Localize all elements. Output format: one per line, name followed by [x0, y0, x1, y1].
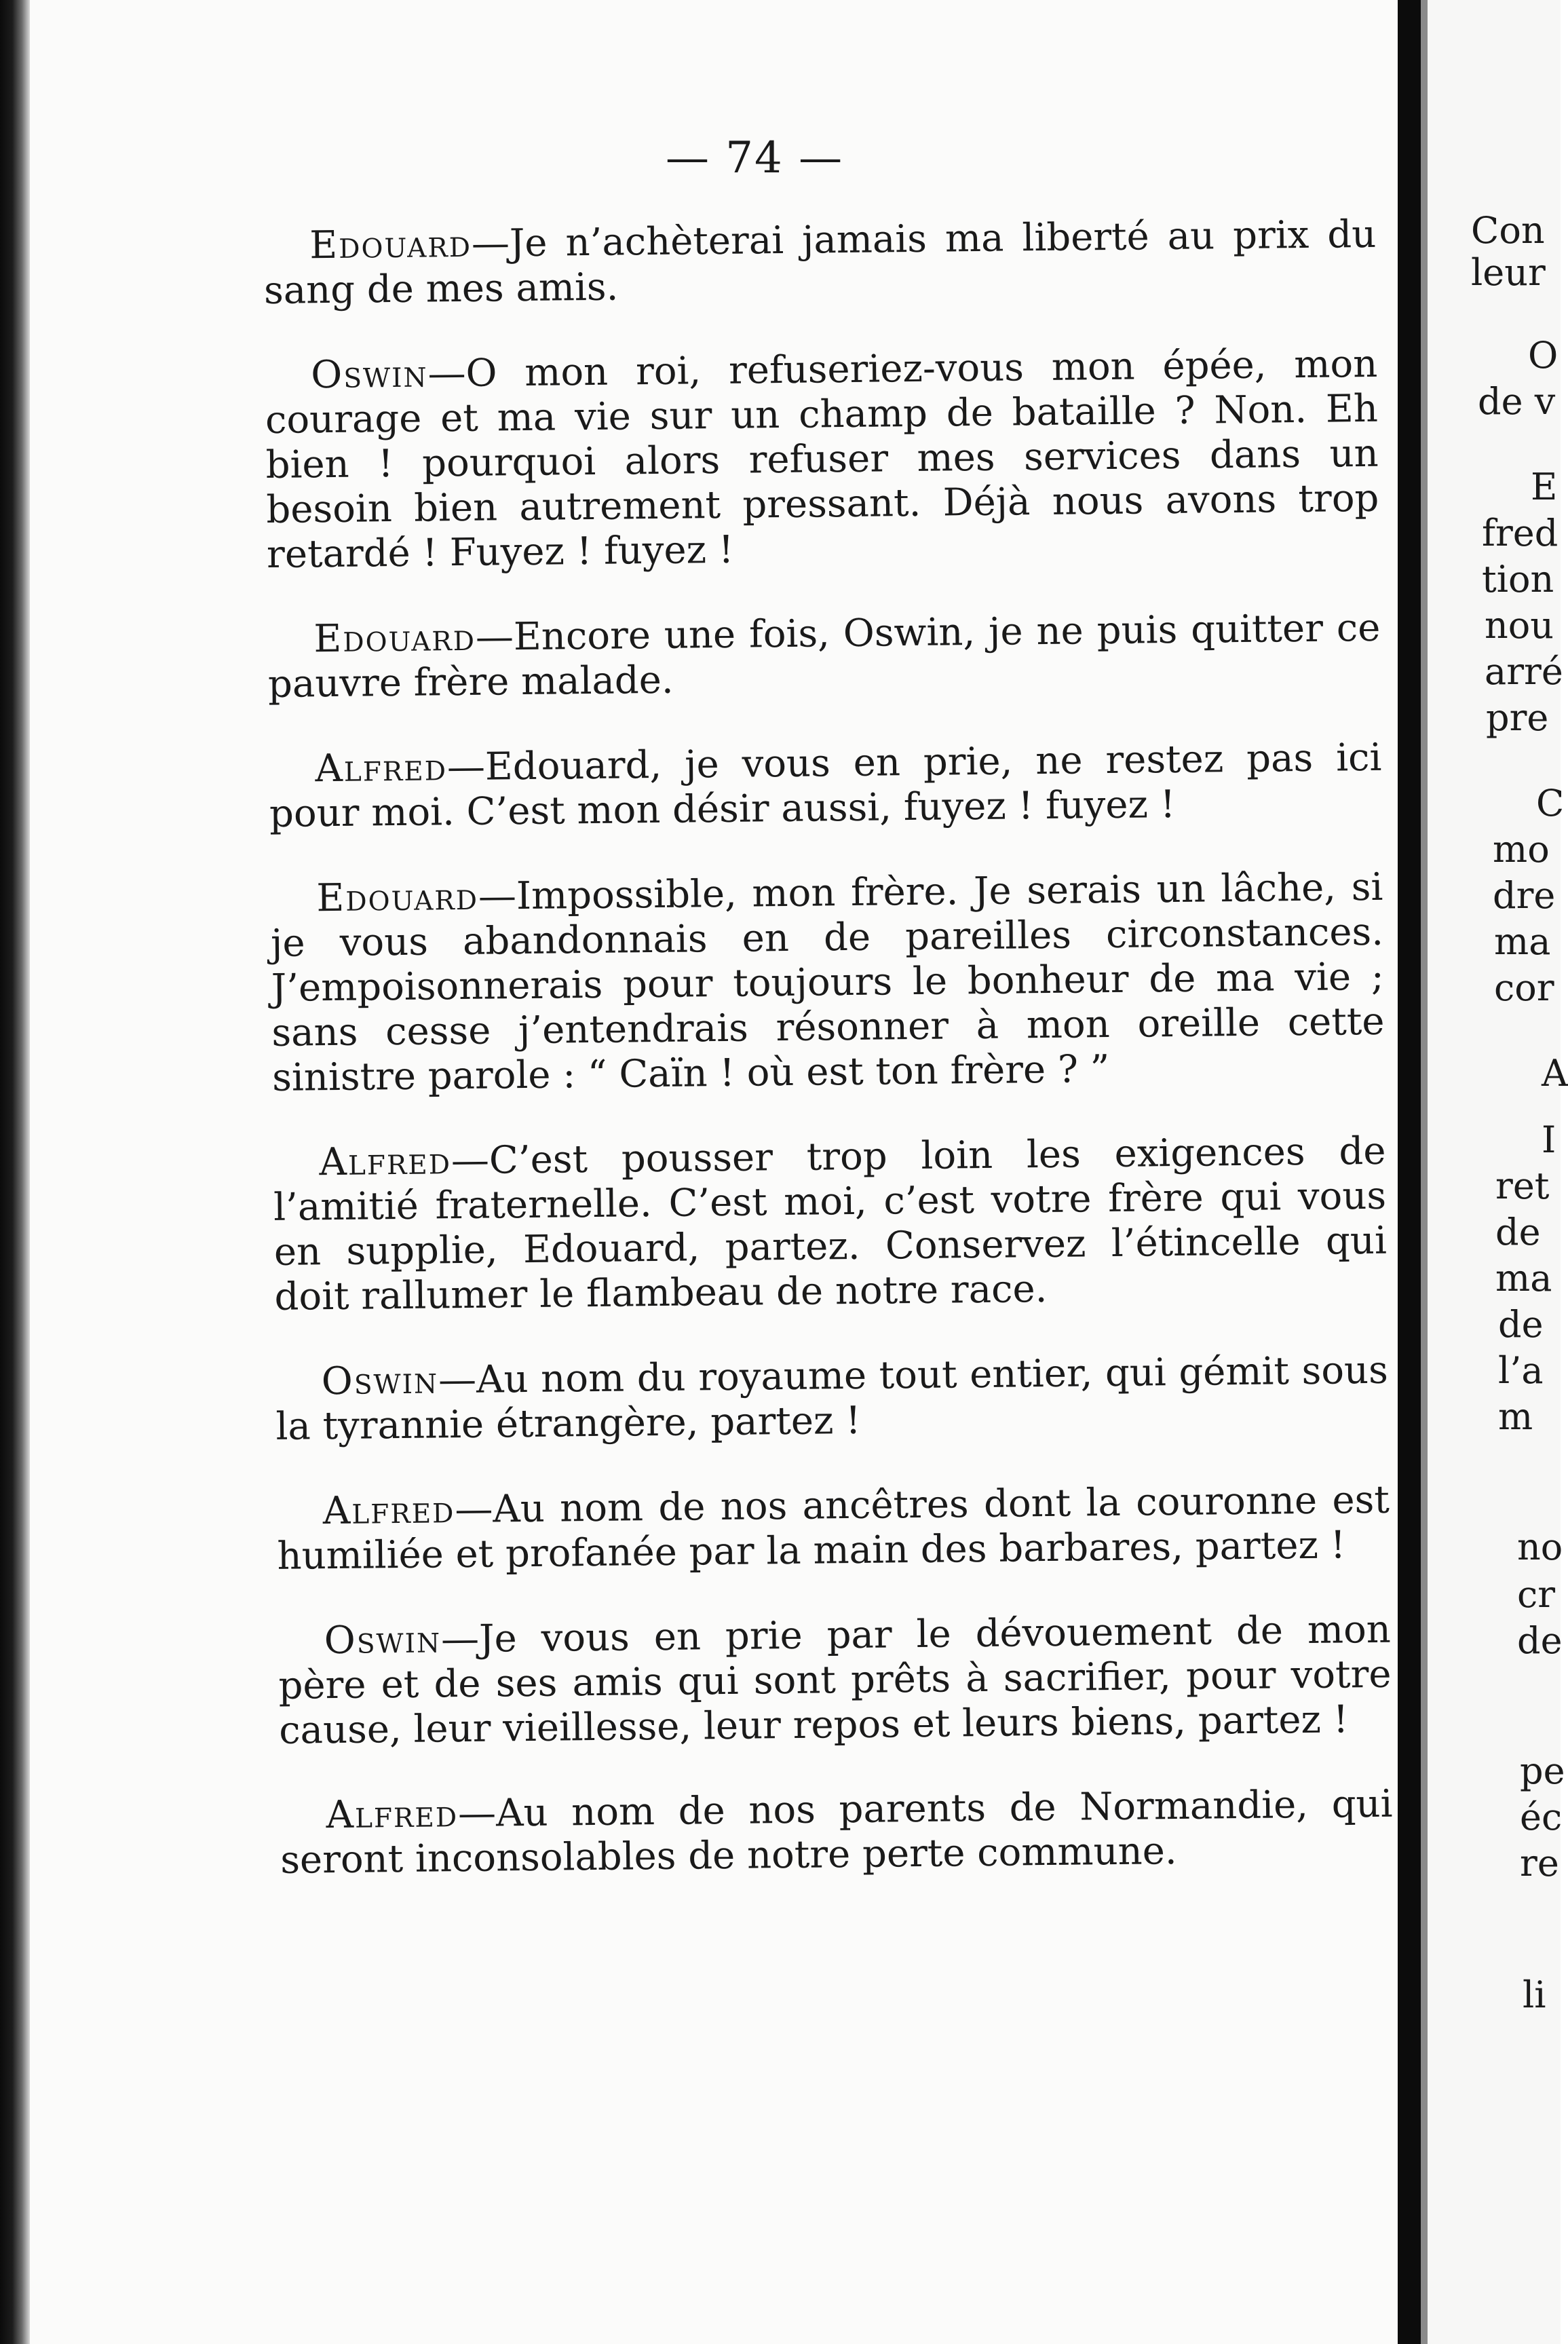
fragment-line: de	[1495, 1211, 1541, 1253]
fragment-line: cor	[1494, 966, 1554, 1009]
fragment-line: Con	[1471, 209, 1545, 252]
fragment-line: arré	[1485, 650, 1563, 693]
speech-text: —O mon roi, refuseriez-vous mon épée, mon courage et ma vie sur un champ de bataille ? Non. Eh bien ! pourquoi alors refuser mes services dans un besoin bien autrement pressant. Déjà nous avons trop retardé ! Fuyez ! fuyez !	[265, 341, 1379, 577]
fragment-line: no	[1517, 1526, 1563, 1568]
fragment-line: tion	[1482, 558, 1554, 601]
dialogue-paragraph	[269, 736, 1382, 837]
speech-text: —Je vous en prie par le dévouement de mon père et de ses amis qui sont prêts à sacrifier, pour votre cause, leur vieillesse, leur repos et leurs biens, partez !	[278, 1607, 1392, 1753]
facing-page	[1428, 0, 1568, 2344]
speech-text: —Au nom de nos ancêtres dont la couronne est humiliée et profanée par la main des barbares, partez !	[277, 1477, 1390, 1579]
speaker-name: Alfred	[326, 1792, 459, 1838]
speaker-name: Alfred	[315, 745, 448, 791]
fragment-line: l’a	[1498, 1349, 1544, 1392]
speech-text: —Encore une fois, Oswin, je ne puis quitter ce pauvre frère malade.	[267, 605, 1381, 706]
dialogue-paragraph	[265, 342, 1379, 578]
speaker-name: Alfred	[319, 1139, 452, 1185]
fragment-line: m	[1498, 1395, 1533, 1438]
dialogue-paragraph	[278, 1608, 1392, 1754]
dialogue-text	[263, 212, 1394, 1923]
dialogue-paragraph	[263, 212, 1377, 314]
speaker-name: Edouard	[316, 874, 479, 921]
speech-text: —Impossible, mon frère. Je serais un lâche, si je vous abandonnais en de pareilles circonstances. J’empoisonnerais pour toujours le bonheur de ma vie ; sans cesse j’entendrais résonner à mon oreille cette sinistre parole : “ Caïn ! où est ton frère ? ”	[270, 865, 1385, 1100]
fragment-line: ma	[1495, 1257, 1552, 1300]
dialogue-paragraph	[280, 1782, 1393, 1883]
fragment-line: C	[1536, 782, 1565, 825]
dialogue-paragraph	[273, 1129, 1388, 1320]
speech-text: —Edouard, je vous en prie, ne restez pas ici pour moi. C’est mon désir aussi, fuyez ! fuyez !	[269, 735, 1382, 836]
dialogue-paragraph	[277, 1478, 1390, 1579]
fragment-line: re	[1520, 1842, 1559, 1885]
fragment-line: cr	[1517, 1573, 1556, 1616]
fragment-line: ret	[1495, 1165, 1550, 1207]
speaker-name: Edouard	[309, 221, 472, 268]
speech-text: —Au nom du royaume tout entier, qui gémit sous la tyrannie étrangère, partez !	[275, 1348, 1389, 1449]
fragment-line: leur	[1471, 251, 1546, 294]
fragment-line: E	[1531, 466, 1558, 508]
fragment-line: dre	[1493, 874, 1556, 917]
speech-text: —Au nom de nos parents de Normandie, qui seront inconsolables de notre perte commune.	[280, 1781, 1393, 1883]
fragment-line: de	[1517, 1619, 1563, 1662]
fragment-line: de	[1498, 1303, 1544, 1346]
fragment-line: I	[1542, 1118, 1556, 1161]
speaker-name: Oswin	[324, 1617, 442, 1663]
page-number: — 74 —	[665, 133, 844, 183]
speech-text: —Je n’achèterai jamais ma liberté au prix du sang de mes amis.	[263, 212, 1377, 313]
fragment-line: A	[1542, 1052, 1568, 1095]
fragment-line: li	[1523, 1973, 1546, 2016]
fragment-line: ma	[1494, 920, 1551, 963]
speaker-name: Oswin	[310, 352, 428, 398]
fragment-line: nou	[1485, 604, 1554, 647]
dialogue-paragraph	[267, 606, 1381, 707]
page-gutter-edge	[1421, 0, 1428, 2344]
speaker-name: Alfred	[322, 1488, 455, 1534]
dialogue-paragraph	[275, 1348, 1389, 1450]
book-spine-shadow	[0, 0, 30, 2344]
fragment-line: O	[1528, 334, 1559, 377]
dialogue-paragraph	[270, 865, 1385, 1101]
fragment-line: pre	[1486, 696, 1549, 739]
speaker-name: Oswin	[321, 1358, 439, 1404]
fragment-line: de v	[1478, 380, 1556, 423]
fragment-line: pe	[1520, 1750, 1565, 1792]
fragment-line: éc	[1520, 1796, 1563, 1838]
speaker-name: Edouard	[313, 615, 476, 662]
fragment-line: fred	[1482, 512, 1559, 554]
speech-text: —C’est pousser trop loin les exigences de l’amitié fraternelle. C’est moi, c’est votre frère qui vous en supplie, Edouard, partez. Conservez l’étincelle qui doit rallumer le flambeau de notre race.	[273, 1129, 1388, 1319]
fragment-line: mo	[1493, 828, 1550, 871]
page-gutter	[1398, 0, 1421, 2344]
